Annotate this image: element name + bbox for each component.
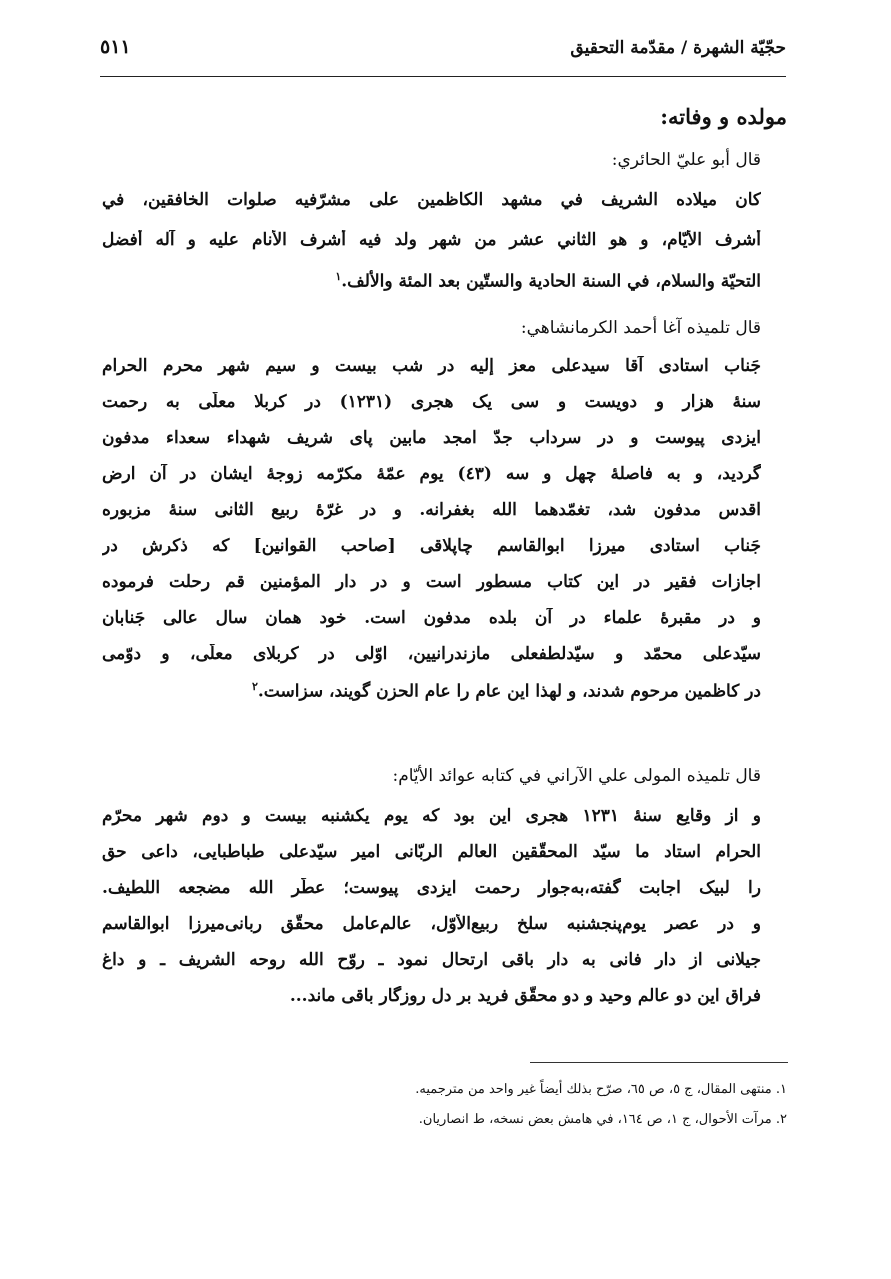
quote2-line: جَناب استادى آقا سيدعلى معز إليه در شب بيست و سيم شهر محرم الحرام xyxy=(102,356,761,376)
quote2-line: گرديد، و به فاصلهٔ چهل و سه (٤٣) يوم عمّهٔ مكرّمه زوجهٔ ايشان در آن ارض xyxy=(102,464,761,484)
quote1-intro: قال أبو عليّ الحائري: xyxy=(611,150,761,170)
section-heading: مولده و وفاته: xyxy=(660,104,787,129)
quote2-line: جَناب استادى ميرزا ابوالقاسم چاپلاقى [صاحب القوانين] كه ذكرش در xyxy=(102,536,761,556)
footnote-2: ٢. مرآت الأحوال، ج ١، ص ١٦٤، في هامش بعض نسخه، ط انصاريان. xyxy=(418,1112,787,1127)
quote2-last-line xyxy=(102,680,761,702)
quote2-line: سنهٔ هزار و دويست و سى يک هجرى (١٢٣١) در كربلا معلّى به رحمت xyxy=(102,392,761,412)
quote3-line: و در عصر يوم‌پنجشنبه سلخ ربيع‌الأوّل، عالم‌عامل محقّق ربانى‌ميرزا ابوالقاسم xyxy=(102,914,761,934)
footnote-divider xyxy=(530,1062,788,1063)
quote3-line: الحرام استاد ما سيّد المحقّقين العالم الربّانى امير سيّدعلى طباطبايى، داعى حق xyxy=(102,842,761,862)
footnote-1: ١. منتهى المقال، ج ٥، ص ٦٥، صرّح بذلك أيضاً غير واحد من مترجميه. xyxy=(415,1082,787,1097)
quote3-line: جيلانى از دار فانى به دار باقى ارتحال نمود ـ روّح الله روحه الشريف ـ و داغ xyxy=(102,950,761,970)
quote1-last-line xyxy=(102,270,761,292)
quote2-line: و در مقبرهٔ علماء در آن بلده مدفون است. خود همان سال عالى جَنابان xyxy=(102,608,761,628)
quote2-line: اجازات فقير در اين كتاب مسطور است و در دار المؤمنين قم رحلت فرموده xyxy=(102,572,761,592)
quote2-line: ايزدى پيوست و در سرداب جدّ امجد مابين پاى شريف شهداء سعداء مدفون xyxy=(102,428,761,448)
footnote-marker: ٢ xyxy=(251,680,258,693)
quote2-line: در كاظمين مرحوم شدند، و لهذا اين عام را عام الحزن گويند، سزاست. xyxy=(257,681,761,702)
page-number: ٥١١ xyxy=(100,36,131,58)
quote2-intro: قال تلميذه آغا أحمد الكرمانشاهي: xyxy=(520,318,761,338)
quote2-line: اقدس مدفون شد، تغمّدهما الله بغفرانه. و در غرّهٔ ربيع الثانى سنهٔ مزبوره xyxy=(102,500,761,520)
header-divider xyxy=(100,76,786,77)
quote2-line: سيّدعلى محمّد و سيّدلطفعلى مازندرانيين، اوّلى در كربلاى معلّى، و دوّمى xyxy=(102,644,761,664)
footnote-marker: ١ xyxy=(335,270,342,283)
running-title: حجّيّة الشهرة / مقدّمة التحقيق xyxy=(570,38,786,58)
quote3-line: را لبيک اجابت گفته،به‌جوار رحمت ايزدى پيوست؛ عطّر الله مضجعه اللطيف. xyxy=(102,878,761,898)
quote1-line: أشرف الأيّام، و هو الثاني عشر من شهر ولد فيه أشرف الأنام عليه و آله أفضل xyxy=(102,230,761,250)
quote3-intro: قال تلميذه المولى علي الآراني في كتابه عوائد الأيّام: xyxy=(392,766,761,786)
quote1-block xyxy=(102,190,761,310)
quote3-block xyxy=(102,806,761,1046)
quote1-line: كان ميلاده الشريف في مشهد الكاظمين على مشرّفيه صلوات الخافقين، في xyxy=(102,190,761,210)
quote3-line: فراق اين دو عالم وحيد و دو محقّق فريد بر دل روزگار باقى ماند... xyxy=(289,986,761,1006)
quote1-line: التحيّة والسلام، في السنة الحادية والستّين بعد المئة والألف. xyxy=(341,271,761,292)
quote2-block xyxy=(102,356,761,756)
page-header xyxy=(100,32,786,68)
quote3-line: و از وقايع سنهٔ ١٢٣١ هجرى اين بود كه يوم يكشنبه بيست و دوم شهر محرّم xyxy=(102,806,761,826)
